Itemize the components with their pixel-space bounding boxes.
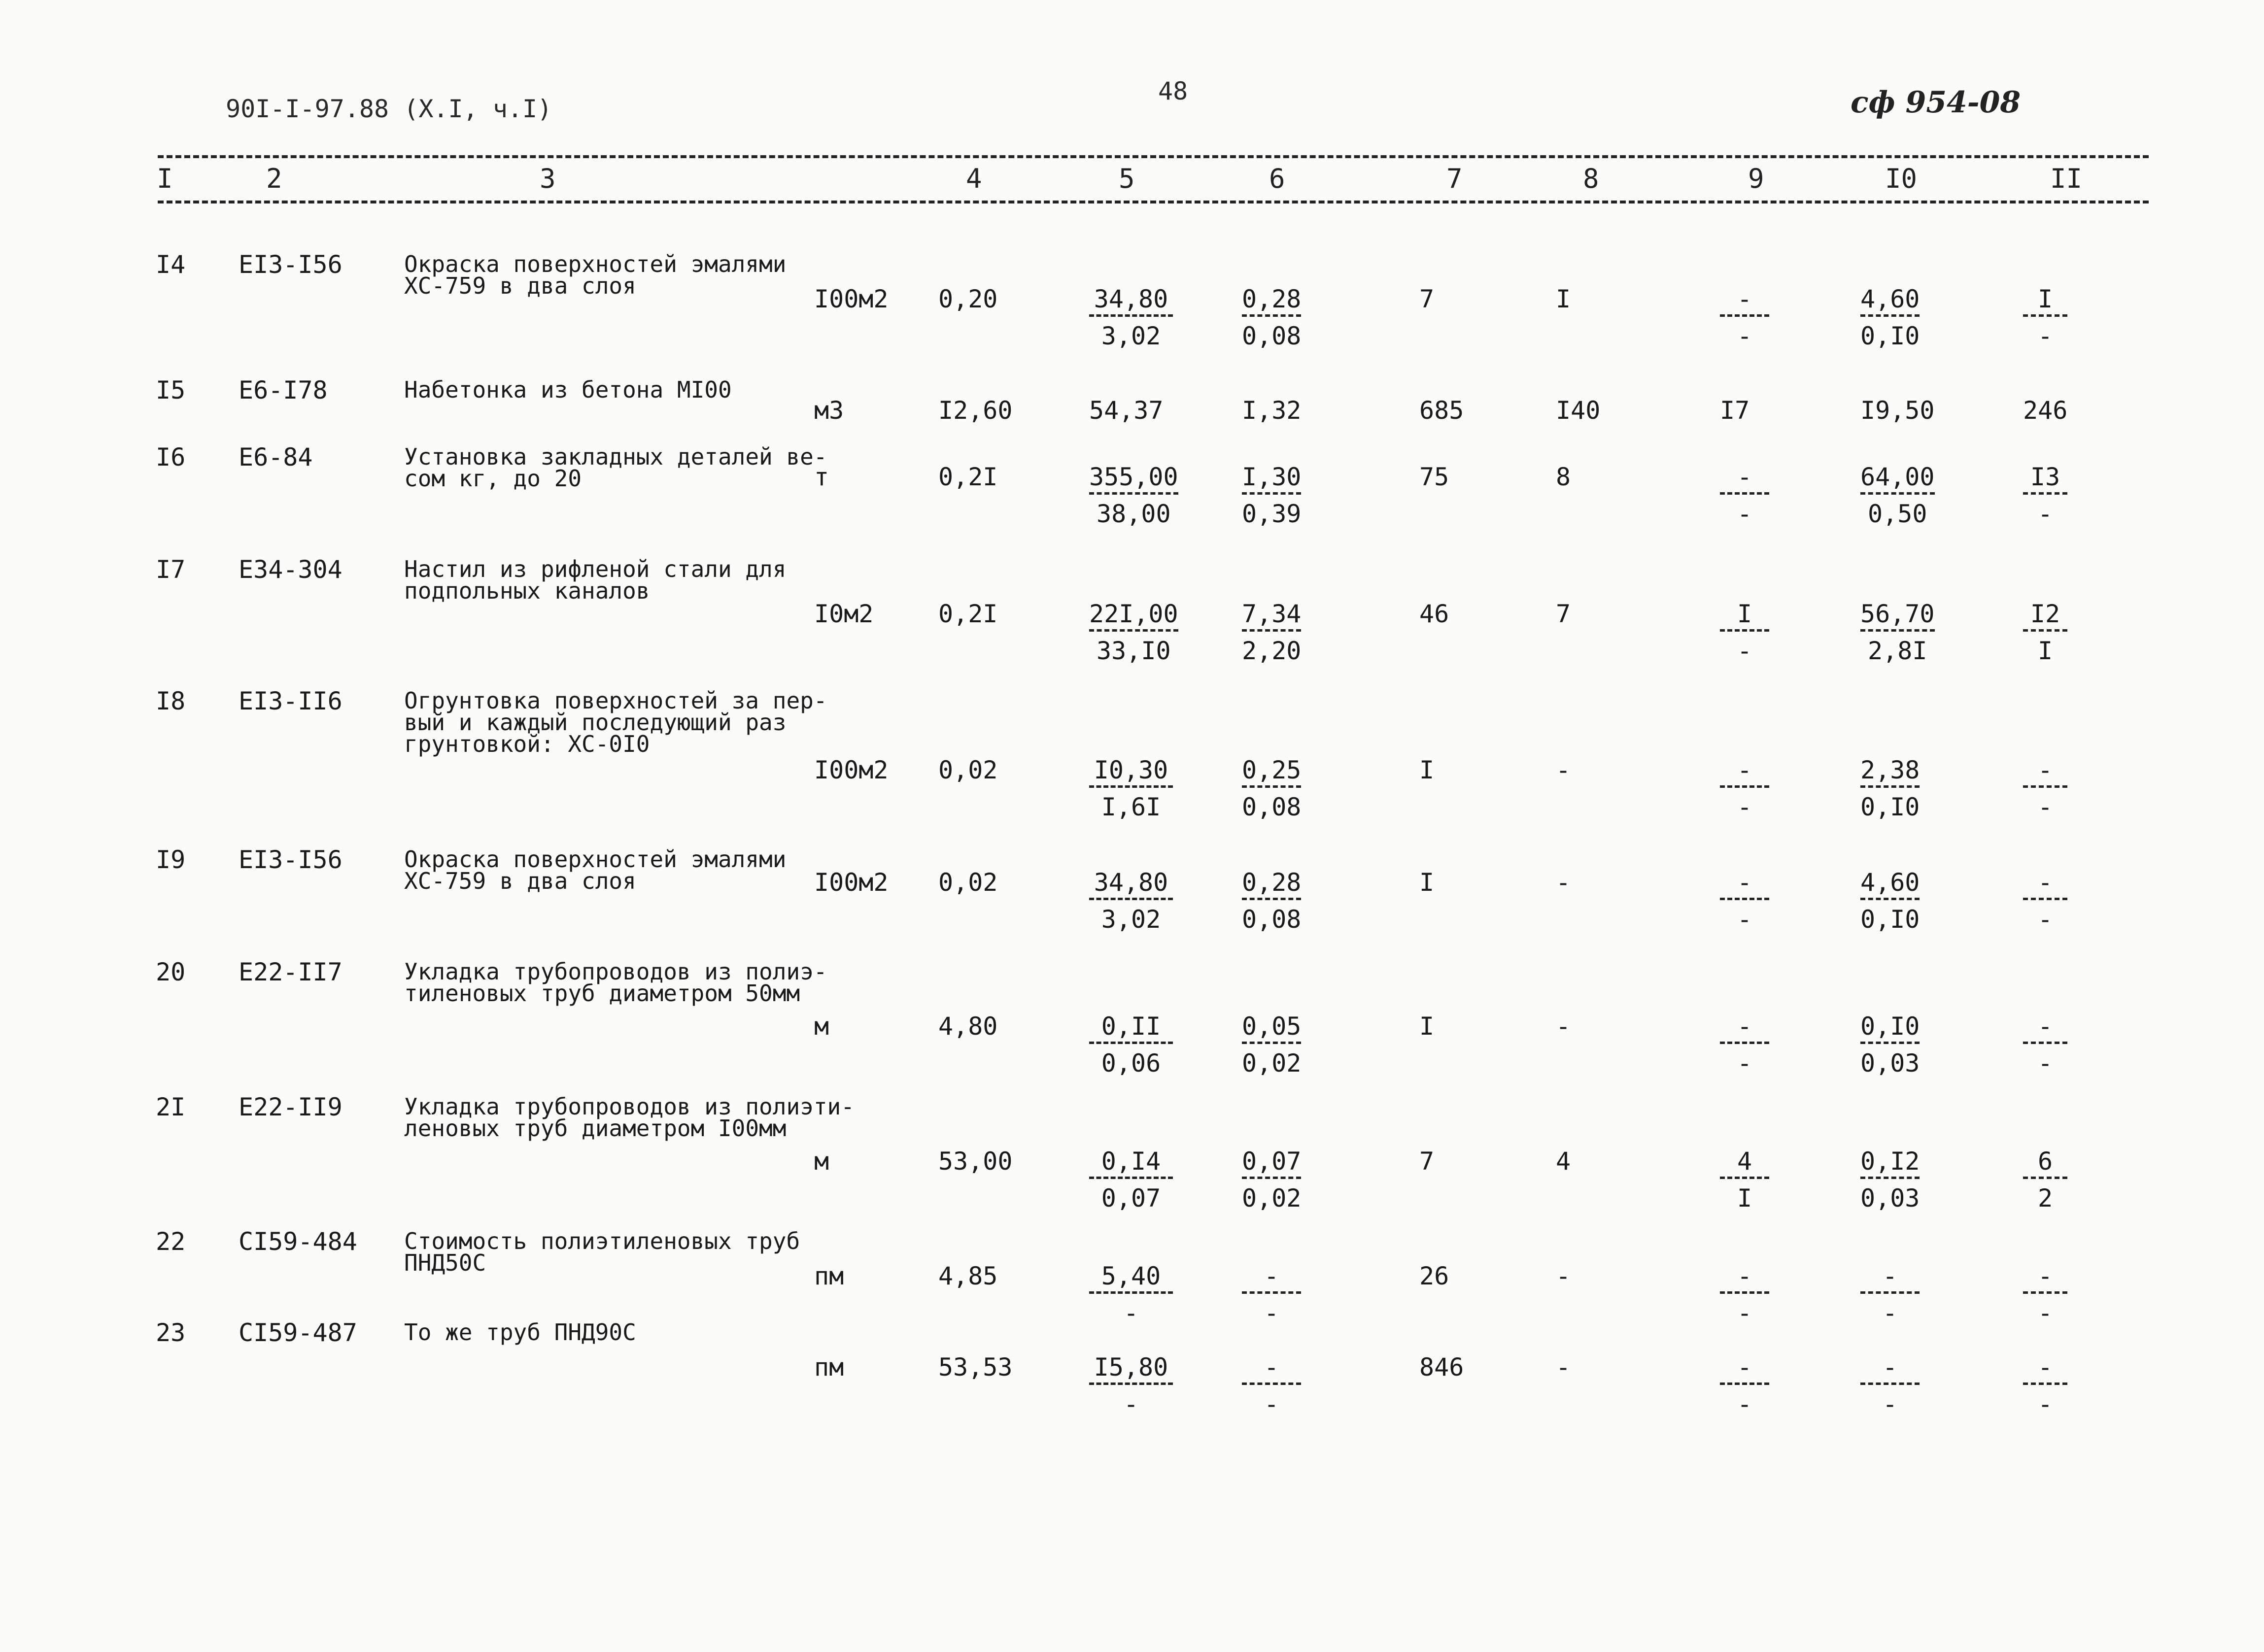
fraction-bar [1860,314,1920,317]
fraction-bar [1089,314,1173,317]
c9-fraction [1720,1014,1769,1076]
c6-fraction [1242,870,1301,932]
c10-numerator: 0,I2 [1860,1147,1920,1176]
column-number-7: 7 [1446,163,1463,194]
c10-numerator: 4,60 [1860,868,1920,897]
c11-numerator: - [2037,1353,2053,1382]
unit: м [814,1012,829,1041]
c10-numerator: 56,70 [1860,600,1935,628]
c9-numerator: 4 [1737,1147,1752,1176]
c6-numerator: - [1264,1353,1279,1382]
work-description: Установка закладных деталей ве- сом кг, до 20 [404,443,827,492]
c10-fraction [1860,602,1935,663]
c5-fraction [1089,870,1173,932]
c10-denominator: 0,03 [1860,1184,1920,1213]
rate-code: EI3-I56 [239,250,343,279]
c10-numerator: 2,38 [1860,756,1920,784]
work-description: Настил из рифленой стали для подпольных каналов [404,556,787,604]
fraction-bar [1720,492,1769,495]
c9-denominator: I [1737,1184,1752,1213]
unit: т [814,463,829,491]
c11-numerator: - [2037,756,2053,784]
work-description: То же труб ПНД90С [404,1319,636,1346]
fraction-bar [1860,1177,1920,1179]
fraction-bar [1242,1291,1301,1294]
col7-value: I [1419,868,1435,897]
col7-value: I [1419,1012,1435,1041]
unit: м3 [814,396,844,425]
c11-fraction [2023,758,2067,819]
column-number-10: I0 [1885,163,1918,194]
fraction-bar [1720,1177,1769,1179]
fraction-bar [1089,785,1173,788]
fraction-bar [1720,1042,1769,1044]
c9-denominator: - [1737,1049,1752,1078]
item-number: 22 [156,1227,186,1256]
c6-fraction [1242,1014,1301,1076]
column-number-2: 2 [266,163,282,194]
quantity: 4,80 [938,1012,998,1041]
c11-numerator: - [2037,868,2053,897]
fraction-bar [1242,898,1301,900]
c9-denominator: - [1737,500,1752,528]
c11-denominator: I [2037,637,2053,665]
quantity: 0,02 [938,756,998,784]
c5-denominator: 38,00 [1097,500,1171,528]
document-code: 90I-I-97.88 (X.I, ч.I) [226,95,552,123]
c9-fraction [1720,1264,1769,1325]
c9-denominator: - [1737,793,1752,821]
col7-value: 685 [1419,396,1464,425]
c10-fraction [1860,1014,1920,1076]
fraction-bar [1089,898,1173,900]
fraction-bar [1720,898,1769,900]
rate-code: E6-I78 [239,376,328,405]
fraction-bar [1860,629,1935,632]
unit: I00м2 [814,756,889,784]
c6-numerator: 7,34 [1242,600,1302,628]
quantity: 0,2I [938,600,998,628]
col7-value: 75 [1419,463,1449,491]
c11-denominator: - [2037,1390,2053,1418]
c10-denominator: 0,I0 [1860,905,1920,934]
fraction-bar [1242,785,1301,788]
c9-denominator: - [1737,905,1752,934]
column-number-3: 3 [540,163,556,194]
work-description: Укладка трубопроводов из полиэти- леновых труб диаметром I00мм [404,1093,855,1142]
fraction-bar [1242,314,1301,317]
c6-fraction [1242,602,1301,663]
item-number: I7 [156,555,186,584]
c5-numerator: 34,80 [1094,868,1168,897]
col7-value: 7 [1419,285,1435,313]
fraction-bar [1089,629,1178,632]
fraction-bar [1089,1042,1173,1044]
c11-numerator: - [2037,1262,2053,1290]
c5-numerator: 34,80 [1094,285,1168,313]
fraction-bar [1860,1382,1920,1385]
fraction-bar [2023,314,2067,317]
unit: пм [814,1262,844,1290]
col8-value: - [1556,868,1571,897]
column-number-6: 6 [1269,163,1285,194]
c9-fraction [1720,870,1769,932]
c9-numerator: I [1737,600,1752,628]
col7-value: 7 [1419,1147,1435,1176]
c6-denominator: 2,20 [1242,637,1302,665]
c9-fraction [1720,1355,1769,1416]
item-number: I8 [156,687,186,715]
c9-numerator: - [1737,1353,1752,1382]
c6-fraction [1242,1355,1301,1416]
c11-denominator: - [2037,322,2053,350]
rate-code: CI59-487 [239,1318,357,1347]
c11-denominator: 2 [2037,1184,2053,1213]
c9-value: I7 [1720,396,1750,425]
rate-code: E22-II7 [239,958,343,986]
c11-fraction [2023,1264,2067,1325]
c6-denominator: - [1264,1390,1279,1418]
c6-numerator: I,30 [1242,463,1302,491]
c5-fraction [1089,1149,1173,1211]
header-rule-bottom [158,201,2149,203]
col7-value: 46 [1419,600,1449,628]
archive-stamp: сф 954-08 [1851,85,2021,120]
col8-value: 8 [1556,463,1571,491]
c11-fraction [2023,870,2067,932]
c9-denominator: - [1737,1299,1752,1327]
c11-numerator: I2 [2030,600,2060,628]
rate-code: E22-II9 [239,1093,343,1121]
c11-fraction [2023,287,2067,348]
fraction-bar [2023,1042,2067,1044]
c10-fraction [1860,1264,1920,1325]
c6-fraction [1242,287,1301,348]
column-number-4: 4 [966,163,982,194]
col8-value: 7 [1556,600,1571,628]
c9-fraction [1720,758,1769,819]
c5-denominator: 3,02 [1101,322,1161,350]
c10-fraction [1860,465,1935,526]
c5-numerator: 5,40 [1101,1262,1161,1290]
fraction-bar [2023,1382,2067,1385]
c5-numerator: 355,00 [1089,463,1178,491]
c10-fraction [1860,287,1920,348]
fraction-bar [1089,492,1178,495]
c5-fraction [1089,758,1173,819]
c6-fraction [1242,758,1301,819]
fraction-bar [2023,1291,2067,1294]
rate-code: E34-304 [239,555,343,584]
unit: пм [814,1353,844,1382]
c6-numerator: 0,05 [1242,1012,1302,1041]
c5-denominator: - [1123,1299,1139,1327]
col8-value: I [1556,285,1571,313]
quantity: 0,2I [938,463,998,491]
fraction-bar [1720,629,1769,632]
rate-code: CI59-484 [239,1227,357,1256]
work-description: Огрунтовка поверхностей за пер- вый и каждый последующий раз грунтовкой: ХС-0I0 [404,687,827,757]
c10-fraction [1860,758,1920,819]
c11-fraction [2023,1014,2067,1076]
c11-denominator: - [2037,1299,2053,1327]
c6-numerator: - [1264,1262,1279,1290]
c6-fraction [1242,465,1301,526]
c5-numerator: 0,I4 [1101,1147,1161,1176]
unit: I0м2 [814,600,874,628]
c6-numerator: 0,28 [1242,868,1302,897]
c9-numerator: - [1737,1012,1752,1041]
c6-numerator: 0,07 [1242,1147,1302,1176]
c10-denominator: - [1882,1299,1898,1327]
fraction-bar [1089,1177,1173,1179]
c5-denominator: 3,02 [1101,905,1161,934]
c10-numerator: 4,60 [1860,285,1920,313]
c6-denominator: 0,08 [1242,793,1302,821]
c10-fraction [1860,1149,1920,1211]
c9-fraction [1720,602,1769,663]
fraction-bar [1860,785,1920,788]
col8-value: - [1556,1012,1571,1041]
page-number: 48 [1158,77,1188,105]
c11-denominator: - [2037,905,2053,934]
c6-numerator: 0,28 [1242,285,1302,313]
c11-fraction [2023,465,2067,526]
c10-denominator: 2,8I [1868,637,1927,665]
fraction-bar [1720,1382,1769,1385]
fraction-bar [1860,1291,1920,1294]
c9-numerator: - [1737,868,1752,897]
fraction-bar [1089,1382,1173,1385]
col7-value: I [1419,756,1435,784]
c5-fraction [1089,465,1178,526]
item-number: I6 [156,443,186,472]
c11-numerator: - [2037,1012,2053,1041]
unit: I00м2 [814,285,889,313]
unit: м [814,1147,829,1176]
c11-numerator: I [2037,285,2053,313]
col7-value: 846 [1419,1353,1464,1382]
c6-value: I,32 [1242,396,1302,425]
fraction-bar [2023,898,2067,900]
c5-denominator: 0,07 [1101,1184,1161,1213]
rate-code: EI3-I56 [239,845,343,874]
c10-denominator: - [1882,1390,1898,1418]
c6-denominator: 0,39 [1242,500,1302,528]
fraction-bar [2023,492,2067,495]
c6-denominator: 0,02 [1242,1184,1302,1213]
c10-numerator: - [1882,1262,1898,1290]
fraction-bar [1860,1042,1920,1044]
c5-value: 54,37 [1089,396,1164,425]
c5-fraction [1089,1014,1173,1076]
c11-fraction [2023,602,2067,663]
c9-numerator: - [1737,1262,1752,1290]
col8-value: 4 [1556,1147,1571,1176]
c11-denominator: - [2037,1049,2053,1078]
c10-value: I9,50 [1860,396,1935,425]
quantity: 0,20 [938,285,998,313]
c11-numerator: I3 [2030,463,2060,491]
c5-denominator: 0,06 [1101,1049,1161,1078]
quantity: 0,02 [938,868,998,897]
c10-denominator: 0,I0 [1860,322,1920,350]
fraction-bar [1242,629,1301,632]
item-number: 23 [156,1318,186,1347]
c5-fraction [1089,287,1173,348]
fraction-bar [1720,1291,1769,1294]
col8-value: - [1556,1353,1571,1382]
unit: I00м2 [814,868,889,897]
fraction-bar [1860,898,1920,900]
item-number: I4 [156,250,186,279]
c11-denominator: - [2037,500,2053,528]
c5-numerator: 22I,00 [1089,600,1178,628]
c6-fraction [1242,1264,1301,1325]
header-rule-top [158,155,2149,158]
c11-fraction [2023,1355,2067,1416]
c10-denominator: 0,03 [1860,1049,1920,1078]
fraction-bar [2023,1177,2067,1179]
column-number-5: 5 [1119,163,1135,194]
c6-denominator: - [1264,1299,1279,1327]
c5-fraction [1089,1264,1173,1325]
quantity: 53,00 [938,1147,1013,1176]
c11-value: 246 [2023,396,2068,425]
c11-denominator: - [2037,793,2053,821]
fraction-bar [1720,785,1769,788]
c5-denominator: - [1123,1390,1139,1418]
c5-fraction [1089,1355,1173,1416]
c9-denominator: - [1737,322,1752,350]
fraction-bar [1860,492,1935,495]
c5-denominator: I,6I [1101,793,1161,821]
fraction-bar [1242,1177,1301,1179]
c10-denominator: 0,I0 [1860,793,1920,821]
c6-fraction [1242,1149,1301,1211]
fraction-bar [1242,492,1301,495]
column-number-1: I [157,163,173,194]
col8-value: I40 [1556,396,1601,425]
c6-numerator: 0,25 [1242,756,1302,784]
item-number: 20 [156,958,186,986]
c5-numerator: I5,80 [1094,1353,1168,1382]
fraction-bar [2023,785,2067,788]
work-description: Окраска поверхностей эмалями ХС-759 в два слоя [404,846,787,894]
fraction-bar [2023,629,2067,632]
item-number: I9 [156,845,186,874]
c9-numerator: - [1737,756,1752,784]
item-number: 2I [156,1093,186,1121]
work-description: Окраска поверхностей эмалями ХС-759 в два слоя [404,251,787,299]
c11-numerator: 6 [2037,1147,2053,1176]
c5-fraction [1089,602,1178,663]
c9-denominator: - [1737,1390,1752,1418]
fraction-bar [1089,1291,1173,1294]
c5-numerator: I0,30 [1094,756,1168,784]
c9-fraction [1720,465,1769,526]
c6-denominator: 0,02 [1242,1049,1302,1078]
quantity: I2,60 [938,396,1013,425]
work-description: Укладка трубопроводов из полиэ- тиленовых труб диаметром 50мм [404,958,827,1007]
c10-denominator: 0,50 [1868,500,1927,528]
quantity: 53,53 [938,1353,1013,1382]
c10-fraction [1860,870,1920,932]
col8-value: - [1556,756,1571,784]
c9-fraction [1720,1149,1769,1211]
c6-denominator: 0,08 [1242,322,1302,350]
fraction-bar [1242,1382,1301,1385]
quantity: 4,85 [938,1262,998,1290]
c11-fraction [2023,1149,2067,1211]
c10-fraction [1860,1355,1920,1416]
c9-numerator: - [1737,463,1752,491]
c10-numerator: - [1882,1353,1898,1382]
column-number-9: 9 [1748,163,1764,194]
c6-denominator: 0,08 [1242,905,1302,934]
rate-code: EI3-II6 [239,687,343,715]
column-number-8: 8 [1583,163,1599,194]
column-number-11: II [2050,163,2083,194]
work-description: Стоимость полиэтиленовых труб ПНД50С [404,1228,800,1276]
col8-value: - [1556,1262,1571,1290]
rate-code: E6-84 [239,443,313,472]
fraction-bar [1720,314,1769,317]
c10-numerator: 64,00 [1860,463,1935,491]
item-number: I5 [156,376,186,405]
col7-value: 26 [1419,1262,1449,1290]
c5-denominator: 33,I0 [1097,637,1171,665]
work-description: Набетонка из бетона МI00 [404,376,732,403]
c10-numerator: 0,I0 [1860,1012,1920,1041]
c9-fraction [1720,287,1769,348]
c5-numerator: 0,II [1101,1012,1161,1041]
c9-denominator: - [1737,637,1752,665]
fraction-bar [1242,1042,1301,1044]
c9-numerator: - [1737,285,1752,313]
